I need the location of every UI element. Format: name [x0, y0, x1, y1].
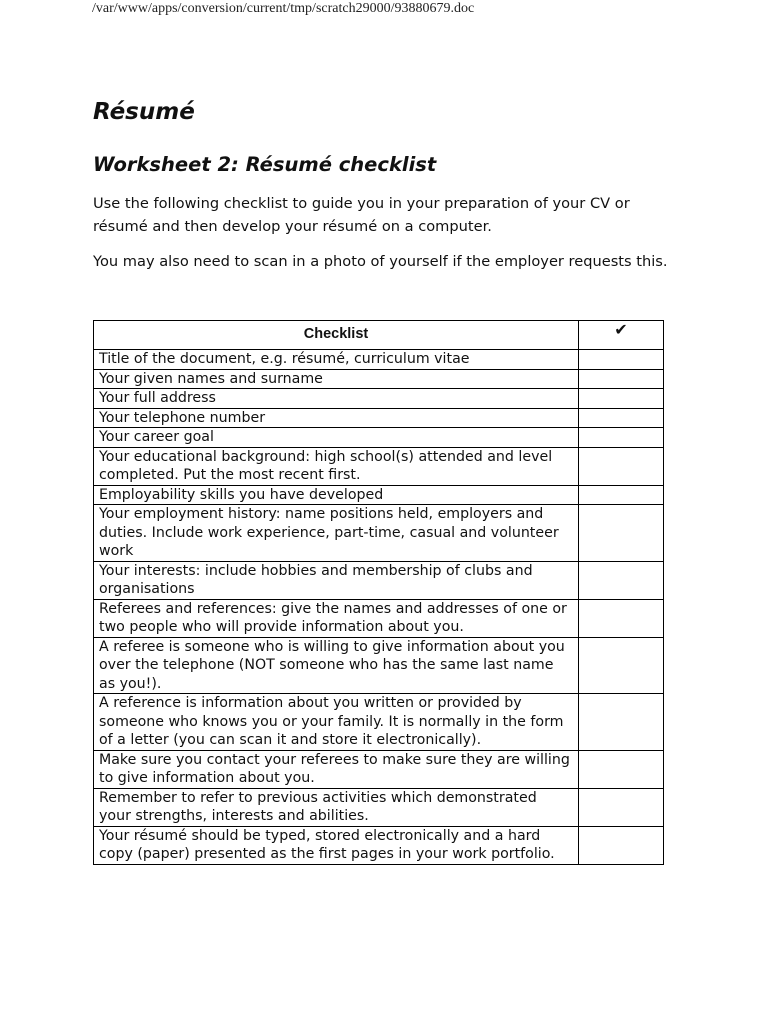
checklist-item-text: Your résumé should be typed, stored electronically and a hard copy (paper) presented as the first pages in your work portfolio. [94, 826, 579, 864]
checklist-item-text: Remember to refer to previous activities which demonstrated your strengths, interests and abilities. [94, 788, 579, 826]
checklist-item-checkbox[interactable] [579, 369, 664, 389]
checklist-item-text: Make sure you contact your referees to make sure they are willing to give information about you. [94, 750, 579, 788]
checkmark-header-icon: ✔ [579, 321, 664, 350]
checklist-item-text: A reference is information about you written or provided by someone who knows you or your family. It is normally in the form of a letter (you can scan it and store it electronically). [94, 694, 579, 751]
checklist-item-text: Your employment history: name positions held, employers and duties. Include work experience, part-time, casual and volunteer work [94, 505, 579, 562]
checklist-item-checkbox[interactable] [579, 561, 664, 599]
table-row [94, 561, 664, 599]
checklist-header: Checklist [94, 321, 579, 350]
worksheet-title: Worksheet 2: Résumé checklist [93, 153, 437, 176]
checklist-item-checkbox[interactable] [579, 637, 664, 694]
table-row [94, 750, 664, 788]
checklist-item-checkbox[interactable] [579, 447, 664, 485]
checklist-item-text: Your career goal [94, 428, 579, 448]
checklist-item-text: Title of the document, e.g. résumé, curriculum vitae [94, 350, 579, 370]
table-row [94, 428, 664, 448]
table-row [94, 485, 664, 505]
table-row [94, 788, 664, 826]
file-path: /var/www/apps/conversion/current/tmp/scratch29000/93880679.doc [92, 1, 475, 16]
checklist-item-text: Your educational background: high school(s) attended and level completed. Put the most recent first. [94, 447, 579, 485]
checklist-item-checkbox[interactable] [579, 788, 664, 826]
checklist-item-text: Your given names and surname [94, 369, 579, 389]
table-row [94, 599, 664, 637]
checklist-item-checkbox[interactable] [579, 428, 664, 448]
table-row [94, 505, 664, 562]
table-row [94, 637, 664, 694]
table-row [94, 389, 664, 409]
document-title: Résumé [93, 99, 195, 125]
checklist-table [93, 320, 664, 865]
checklist-header-row [94, 321, 664, 350]
checklist-item-checkbox[interactable] [579, 389, 664, 409]
intro-paragraph-1: Use the following checklist to guide you in your preparation of your CV or résumé and then develop your résumé on a computer. [93, 195, 630, 235]
checklist-item-text: Your telephone number [94, 408, 579, 428]
checklist-item-checkbox[interactable] [579, 750, 664, 788]
table-row [94, 694, 664, 751]
checklist-item-checkbox[interactable] [579, 599, 664, 637]
table-row [94, 826, 664, 864]
checklist-item-checkbox[interactable] [579, 350, 664, 370]
checklist-item-checkbox[interactable] [579, 826, 664, 864]
table-row [94, 369, 664, 389]
checklist-item-checkbox[interactable] [579, 408, 664, 428]
checklist-body [94, 350, 664, 865]
checklist-item-text: Referees and references: give the names and addresses of one or two people who will provide information about you. [94, 599, 579, 637]
checklist-item-text: Employability skills you have developed [94, 485, 579, 505]
table-row [94, 447, 664, 485]
checklist-item-text: Your full address [94, 389, 579, 409]
checklist-item-checkbox[interactable] [579, 505, 664, 562]
checklist-item-checkbox[interactable] [579, 485, 664, 505]
checklist-item-text: Your interests: include hobbies and membership of clubs and organisations [94, 561, 579, 599]
checklist-item-text: A referee is someone who is willing to give information about you over the telephone (NOT someone who has the same last name as you!). [94, 637, 579, 694]
table-row [94, 408, 664, 428]
checklist-item-checkbox[interactable] [579, 694, 664, 751]
table-row [94, 350, 664, 370]
intro-paragraph-2: You may also need to scan in a photo of yourself if the employer requests this. [93, 253, 668, 270]
